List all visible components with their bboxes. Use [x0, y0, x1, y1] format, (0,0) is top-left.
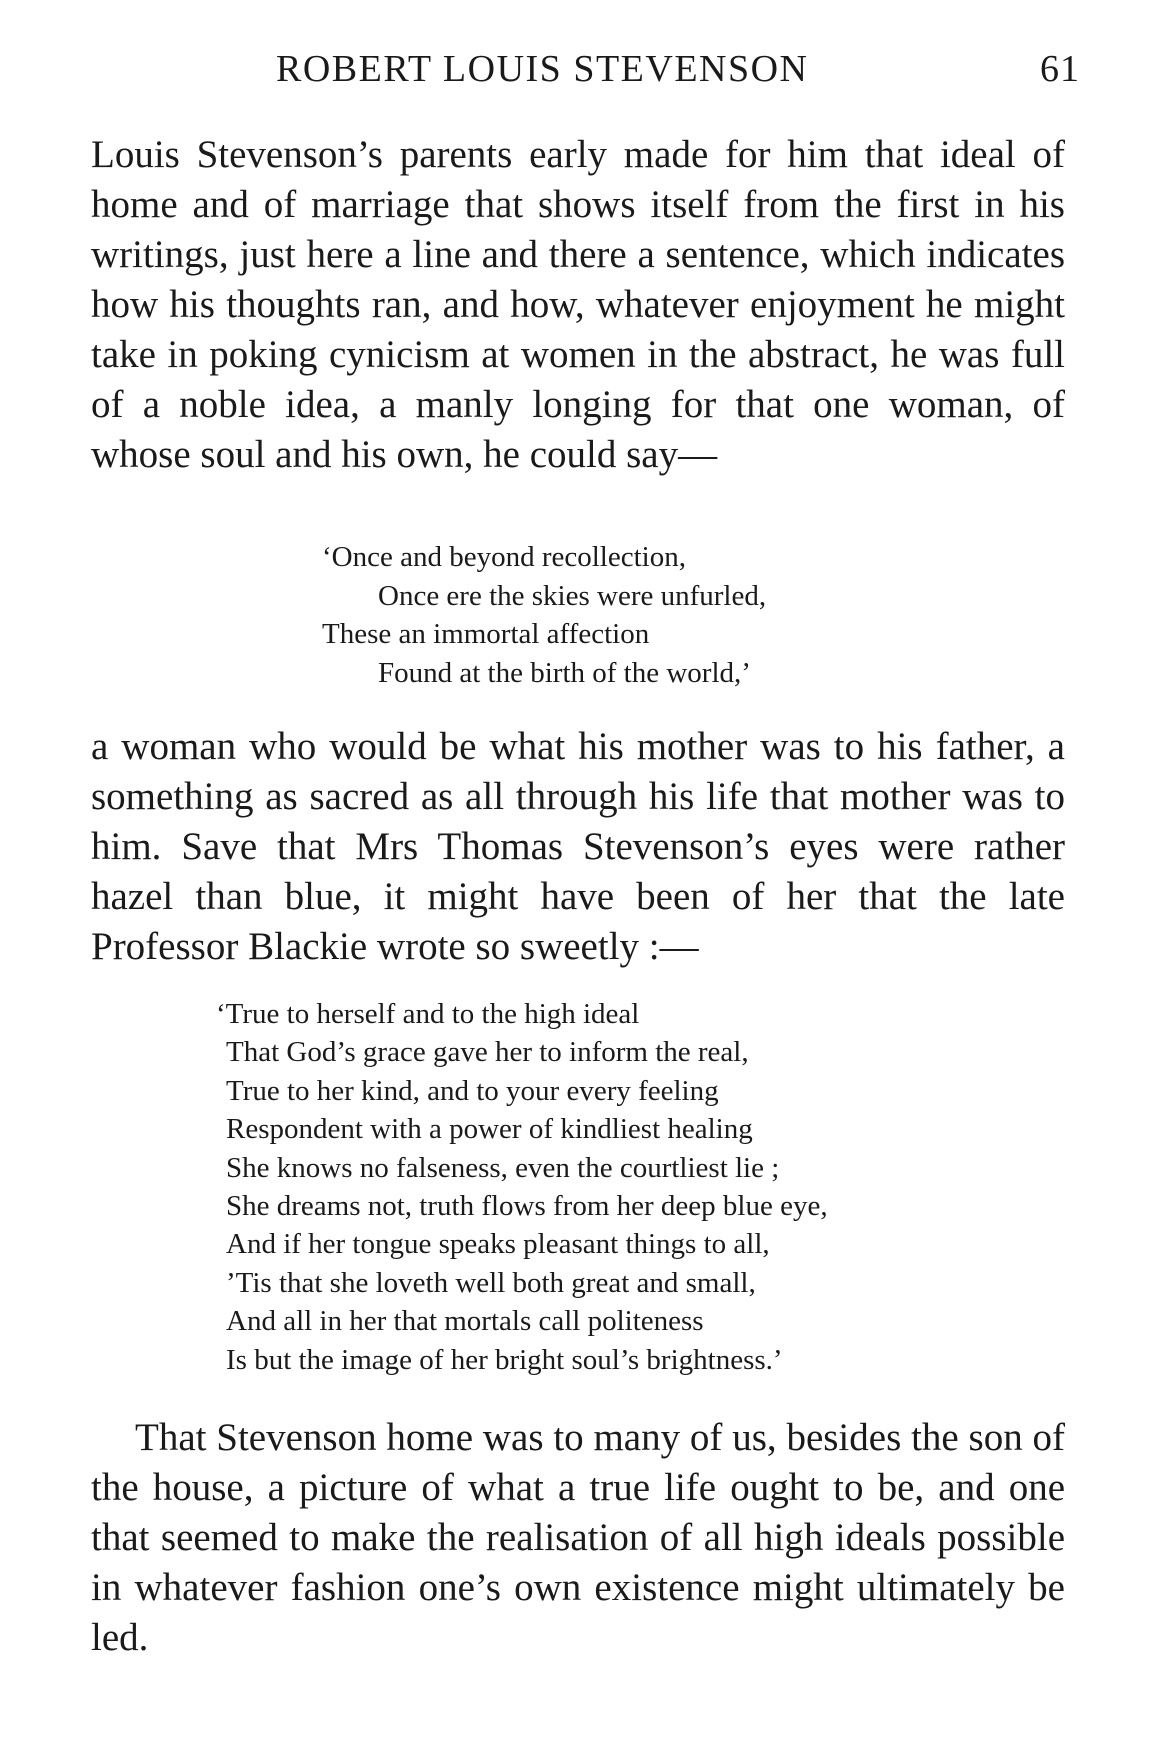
page-number: 61	[1040, 48, 1080, 90]
verse-quotation-2	[216, 995, 828, 1379]
verse-line: That God’s grace gave her to inform the real,	[226, 1036, 749, 1069]
verse-line: Once ere the skies were unfurled,	[378, 579, 767, 612]
verse-line: ’Tis that she loveth well both great and small,	[226, 1266, 756, 1299]
verse-line: These an immortal affection	[322, 618, 650, 650]
verse-line: She knows no falseness, even the courtliest lie ;	[226, 1151, 780, 1184]
verse-line: And if her tongue speaks pleasant things to all,	[226, 1228, 770, 1261]
verse-line: Respondent with a power of kindliest healing	[226, 1113, 753, 1146]
verse-line: Is but the image of her bright soul’s brightness.’	[226, 1343, 783, 1376]
page-header	[0, 44, 1149, 94]
running-title: ROBERT LOUIS STEVENSON	[276, 48, 809, 90]
paragraph-2: a woman who would be what his mother was to his father, a something as sacred as all through his life that mother was to him. Save that Mrs Thomas Stevenson’s eyes were rather hazel than blue, it might have been of her that the late Professor Blackie wrote so sweetly :—	[91, 725, 1065, 968]
verse-quotation-1	[322, 538, 766, 692]
paragraph-3: That Stevenson home was to many of us, besides the son of the house, a picture of what a true life ought to be, and one that seemed to make the realisation of all high ideals possible in whatever fashion one’s own existence might ultimately be led.	[91, 1416, 1065, 1659]
verse-line: ‘True to herself and to the high ideal	[216, 998, 640, 1030]
verse-line: She dreams not, truth flows from her deep blue eye,	[226, 1190, 828, 1223]
verse-line: True to her kind, and to your every feeling	[226, 1074, 719, 1107]
verse-line: ‘Once and beyond recollection,	[322, 541, 686, 573]
verse-line: And all in her that mortals call politeness	[226, 1305, 704, 1338]
paragraph-1: Louis Stevenson’s parents early made for him that ideal of home and of marriage that shows itself from the first in his writings, just here a line and there a sentence, which indicates how his thoughts ran, and how, whatever enjoyment he might take in poking cynicism at women in the abstract, he was full of a noble idea, a manly longing for that one woman, of whose soul and his own, he could say—	[91, 133, 1065, 476]
verse-line: Found at the birth of the world,’	[378, 656, 751, 689]
